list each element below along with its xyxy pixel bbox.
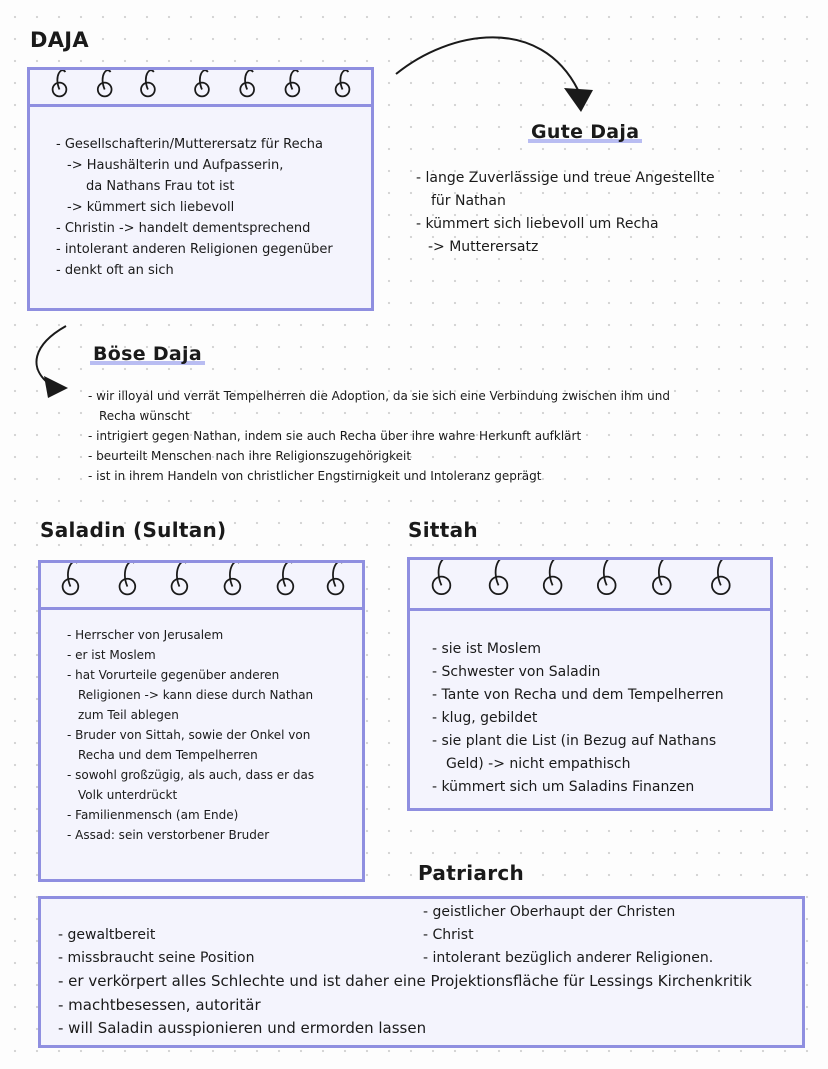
list-item: -> kümmert sich liebevoll [67,200,235,215]
list-item: - er verkörpert alles Schlechte und ist daher eine Projektionsfläche für Lessings Kirchenkritik [58,972,752,990]
list-item: - will Saladin ausspionieren und ermorden lassen [58,1019,427,1037]
list-item: - Schwester von Saladin [432,664,601,680]
list-item: Geld) -> nicht empathisch [446,756,631,772]
list-item: - sowohl großzügig, als auch, dass er das [67,768,315,782]
gute-daja-title [528,121,642,143]
saladin-notes [67,625,314,845]
list-item: - Tante von Recha und dem Tempelherren [432,687,724,703]
list-item: - wir illoyal und verrät Tempelherren die Adoption, da sie sich eine Verbindung zwischen ihm und [88,389,670,403]
sittah-card [407,557,773,811]
list-item: - Herrscher von Jerusalem [67,628,224,642]
daja-card [27,67,374,311]
saladin-title: Saladin (Sultan) [40,518,227,542]
list-item: Recha und dem Tempelherren [78,748,258,762]
list-item: - Gesellschafterin/Mutterersatz für Recha [56,137,323,152]
list-item: - hat Vorurteile gegenüber anderen [67,668,280,682]
patriarch-notes-full [58,970,752,1041]
patriarch-title: Patriarch [418,861,525,885]
saladin-card [38,560,365,882]
sittah-notes [432,638,724,799]
list-item: - gewaltbereit [58,927,156,943]
list-item: - intolerant bezüglich anderer Religionen. [423,950,714,966]
list-item: - geistlicher Oberhaupt der Christen [423,904,676,920]
patriarch-notes-left [58,924,254,970]
list-item: - ist in ihrem Handeln von christlicher Engstirnigkeit und Intoleranz geprägt [88,469,542,483]
list-item: da Nathans Frau tot ist [86,179,235,194]
list-item: - kümmert sich liebevoll um Recha [416,216,659,232]
sittah-title: Sittah [408,518,478,542]
list-item: - Assad: sein verstorbener Bruder [67,828,270,842]
list-item: zum Teil ablegen [78,708,179,722]
list-item: Religionen -> kann diese durch Nathan [78,688,314,702]
list-item: - intolerant anderen Religionen gegenüber [56,242,333,257]
list-item: - kümmert sich um Saladins Finanzen [432,779,695,795]
list-item: - missbraucht seine Position [58,950,255,966]
list-item: - Christ [423,927,474,943]
list-item: - machtbesessen, autoritär [58,995,261,1014]
list-item: - intrigiert gegen Nathan, indem sie auch Recha über ihre wahre Herkunft aufklärt [88,429,582,443]
gute-daja-title-text: Gute Daja [528,121,642,143]
patriarch-notes-right [423,901,713,970]
gute-daja-notes [416,167,715,259]
list-item: - klug, gebildet [432,710,538,726]
list-item: - denkt oft an sich [56,263,174,278]
list-item: - Christin -> handelt dementsprechend [56,221,311,236]
list-item: Recha wünscht [99,409,190,423]
list-item: für Nathan [431,193,506,209]
boese-daja-title [90,343,205,365]
curved-arrow-icon [26,322,86,402]
daja-title: DAJA [30,28,89,52]
list-item: Volk unterdrückt [78,788,178,802]
daja-notes [56,134,333,281]
list-item: -> Mutterersatz [428,239,539,255]
list-item: - sie ist Moslem [432,641,541,657]
list-item: -> Haushälterin und Aufpasserin, [67,158,284,173]
list-item: - Familienmensch (am Ende) [67,808,239,822]
boese-daja-title-text: Böse Daja [90,343,205,365]
list-item: - er ist Moslem [67,648,156,662]
boese-daja-notes [88,386,670,486]
list-item: - sie plant die List (in Bezug auf Nathans [432,733,717,749]
list-item: - lange Zuverlässige und treue Angestellte [416,170,715,186]
list-item: - beurteilt Menschen nach ihre Religionszugehörigkeit [88,449,412,463]
curved-arrow-icon [390,20,610,120]
list-item: - Bruder von Sittah, sowie der Onkel von [67,728,311,742]
